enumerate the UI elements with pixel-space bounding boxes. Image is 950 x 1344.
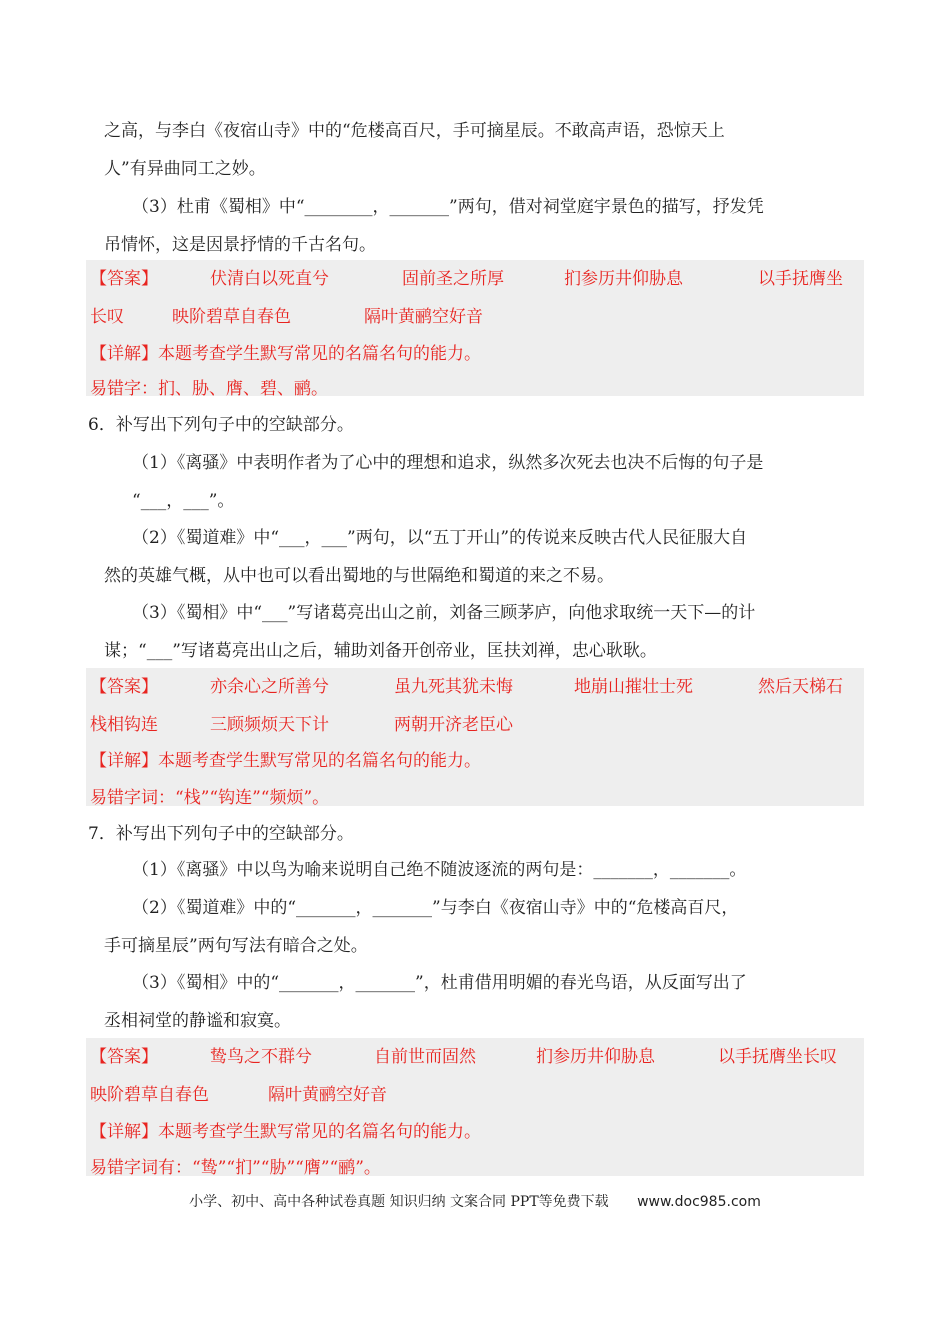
- q7-part3-line-2: 丞相祠堂的静谧和寂寞。: [104, 1011, 291, 1031]
- answer-item: 伏清白以死直兮: [210, 269, 329, 289]
- q7-errors: 易错字词有：“鸷”“扪”“胁”“膺”“鹂”。: [90, 1158, 381, 1178]
- q6-part2-line-1: （2）《蜀道难》中“___，___”两句，以“五丁开山”的传说来反映古代人民征服大自: [132, 528, 748, 548]
- q6-detail: 【详解】本题考查学生默写常见的名篇名句的能力。: [90, 751, 481, 771]
- answer-item: 扪参历井仰胁息: [536, 1047, 655, 1067]
- answer-item: 鸷鸟之不群兮: [210, 1047, 312, 1067]
- q5-detail: 【详解】本题考查学生默写常见的名篇名句的能力。: [90, 344, 481, 364]
- answer-item: 映阶碧草自春色: [172, 307, 291, 327]
- answer-item: 映阶碧草自春色: [90, 1085, 209, 1105]
- q6-title: 6．补写出下列句子中的空缺部分。: [88, 415, 354, 435]
- q6-part3-line-1: （3）《蜀相》中“___”写诸葛亮出山之前，刘备三顾茅庐，向他求取统一天下—的计: [132, 603, 756, 623]
- q5-text-line-1: 之高，与李白《夜宿山寺》中的“危楼高百尺，手可摘星辰。不敢高声语，恐惊天上: [104, 121, 725, 141]
- answer-item: 扪参历井仰胁息: [564, 269, 683, 289]
- q6-part1-line-1: （1）《离骚》中表明作者为了心中的理想和追求，纵然多次死去也决不后悔的句子是: [132, 453, 764, 473]
- q7-part1-line-1: （1）《离骚》中以鸟为喻来说明自己绝不随波逐流的两句是：_______，_______。: [132, 860, 747, 880]
- q7-part3-line-1: （3）《蜀相》中的“_______，_______”，杜甫借用明媚的春光鸟语，从反面写出了: [132, 973, 747, 993]
- q7-part2-line-2: 手可摘星辰”两句写法有暗合之处。: [104, 936, 368, 956]
- answer-item: 地崩山摧壮士死: [574, 677, 693, 697]
- q5-text-line-2: 人”有异曲同工之妙。: [104, 159, 266, 179]
- q7-title: 7．补写出下列句子中的空缺部分。: [88, 824, 354, 844]
- answer-tag: 【答案】: [90, 269, 158, 289]
- q5-part3-line-1: （3）杜甫《蜀相》中“________，_______”两句，借对祠堂庭宇景色的描写，抒发凭: [132, 197, 764, 217]
- answer-item: 隔叶黄鹂空好音: [268, 1085, 387, 1105]
- answer-item: 以手抚膺坐: [758, 269, 843, 289]
- answer-item: 栈相钩连: [90, 715, 158, 735]
- q6-part2-line-2: 然的英雄气概，从中也可以看出蜀地的与世隔绝和蜀道的来之不易。: [104, 566, 614, 586]
- answer-item: 虽九死其犹未悔: [394, 677, 513, 697]
- page-footer: [0, 1193, 950, 1211]
- answer-item: 固前圣之所厚: [402, 269, 504, 289]
- answer-item: 隔叶黄鹂空好音: [364, 307, 483, 327]
- answer-item: 三顾频烦天下计: [210, 715, 329, 735]
- answer-item: 长叹: [90, 307, 124, 327]
- answer-item: 两朝开济老臣心: [394, 715, 513, 735]
- q6-part3-line-2: 谋；“___”写诸葛亮出山之后，辅助刘备开创帝业，匡扶刘禅，忠心耿耿。: [104, 641, 657, 661]
- q5-part3-line-2: 吊情怀，这是因景抒情的千古名句。: [104, 235, 376, 255]
- answer-item: 亦余心之所善兮: [210, 677, 329, 697]
- answer-tag: 【答案】: [90, 677, 158, 697]
- q6-errors: 易错字词：“栈”“钩连”“频烦”。: [90, 788, 330, 808]
- answer-item: 以手抚膺坐长叹: [718, 1047, 837, 1067]
- footer-text: 小学、初中、高中各种试卷真题 知识归纳 文案合同 PPT等免费下载: [189, 1194, 609, 1210]
- q7-part2-line-1: （2）《蜀道难》中的“_______，_______”与李白《夜宿山寺》中的“危楼高百尺，: [132, 898, 739, 918]
- answer-item: 然后天梯石: [758, 677, 843, 697]
- answer-tag: 【答案】: [90, 1047, 158, 1067]
- q7-detail: 【详解】本题考查学生默写常见的名篇名句的能力。: [90, 1122, 481, 1142]
- q5-errors: 易错字：扪、胁、膺、碧、鹂。: [90, 379, 328, 399]
- answer-item: 自前世而固然: [374, 1047, 476, 1067]
- q6-part1-line-2: “___，___”。: [132, 491, 235, 511]
- footer-link[interactable]: www.doc985.com: [637, 1194, 761, 1210]
